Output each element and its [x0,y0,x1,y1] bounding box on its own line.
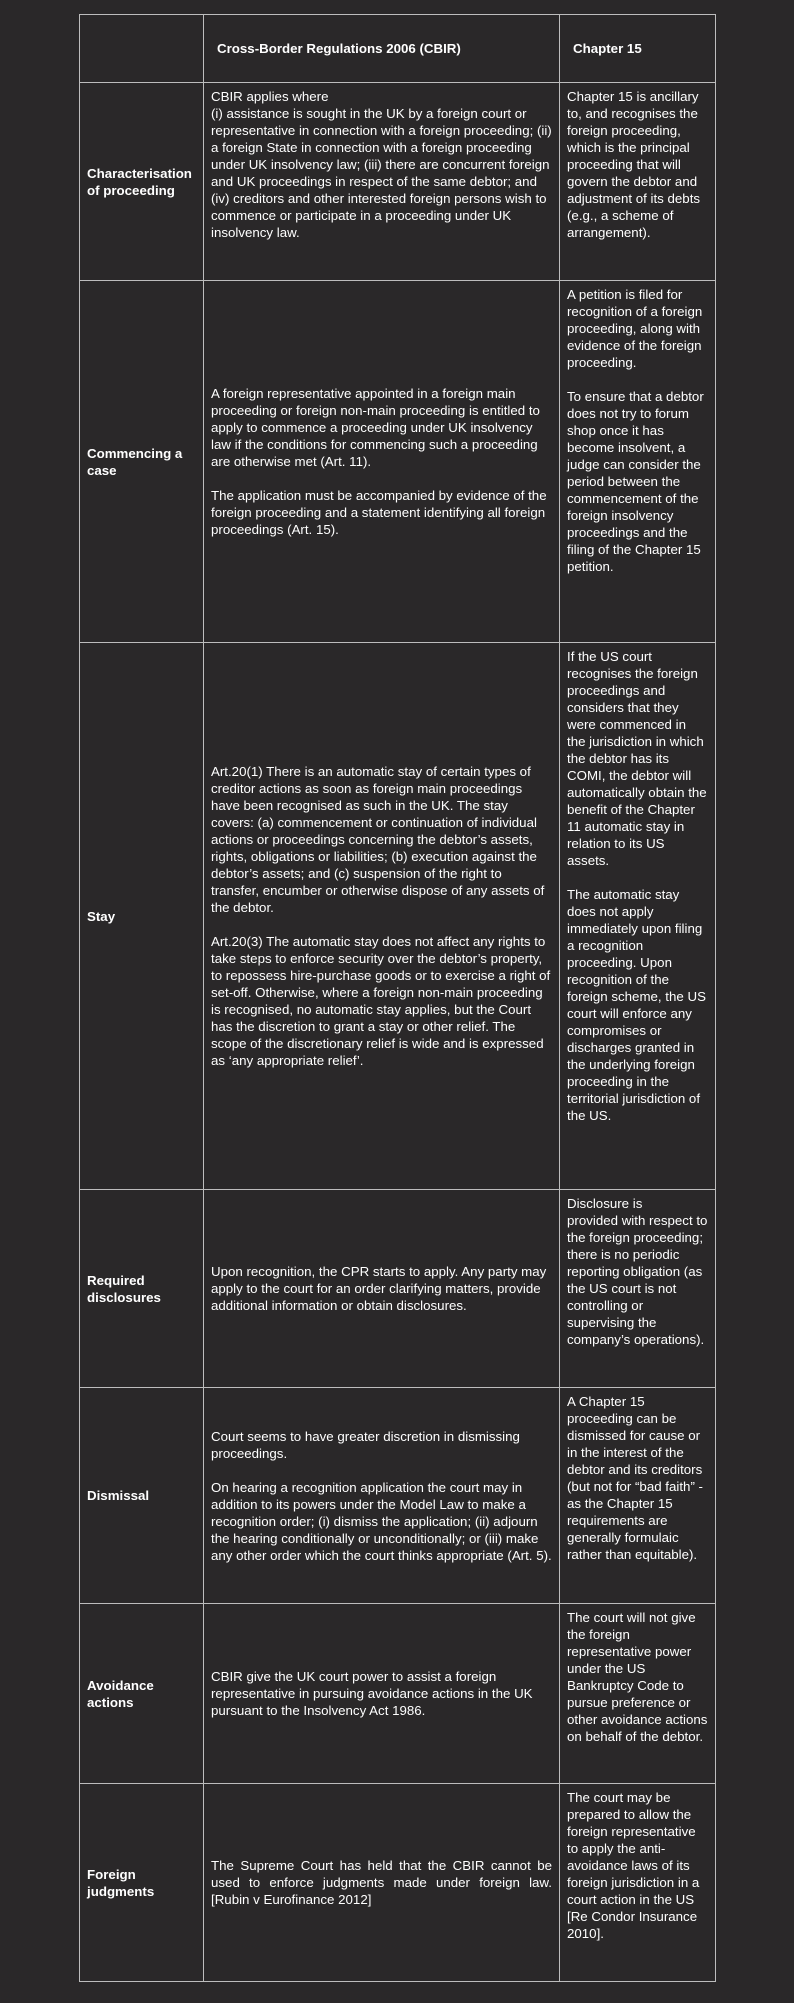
table-row [80,1388,716,1604]
chapter15-text: Chapter 15 is ancillary to, and recognises the foreign proceeding, which is the principal proceeding that will govern the debtor and adjustment of its debts (e.g., a scheme of arrangement). [567,89,701,240]
chapter15-text: The automatic stay does not apply immediately upon filing a recognition proceeding. Upon recognition of the foreign scheme, the US court will enforce any compromises or discharges granted in the underlying foreign proceeding in the territorial jurisdiction of the US. [567,887,706,1123]
row-label: Avoidance actions [80,1604,204,1784]
cbir-text: Art.20(3) The automatic stay does not affect any rights to take steps to enforce security over the debtor’s property, to repossess hire-purchase goods or to exercise a right of set-off. Otherwise, where a foreign non-main proceeding is recognised, no automatic stay applies, but the Court has the discretion to grant a stay or other relief. The scope of the discretionary relief is wide and is expressed as ‘any appropriate relief’. [211,934,551,1068]
cbir-cell [204,1784,560,1982]
cbir-cell [204,1388,560,1604]
chapter15-cell [560,1604,716,1784]
chapter15-cell [560,1388,716,1604]
cbir-text: The application must be accompanied by evidence of the foreign proceeding and a statement identifying all foreign proceedings (Art. 15). [211,488,547,537]
chapter15-cell [560,281,716,643]
table-row [80,1784,716,1982]
chapter15-cell [560,83,716,281]
table-row [80,83,716,281]
chapter15-text: A Chapter 15 proceeding can be dismissed for cause or in the interest of the debtor and its creditors (but not for “bad faith” - as the Chapter 15 requirements are generally formulaic rather than equitable). [567,1394,703,1562]
chapter15-text: To ensure that a debtor does not try to forum shop once it has become insolvent, a judge can consider the period between the commencement of the foreign insolvency proceedings and the filing of the Chapter 15 petition. [567,389,704,574]
comparison-table [79,14,716,1982]
cbir-text: The Supreme Court has held that the CBIR cannot be used to enforce judgments made under foreign law. [Rubin v Eurofinance 2012] [211,1858,552,1907]
chapter15-text: The court may be prepared to allow the foreign representative to apply the anti-avoidance laws of its foreign jurisdiction in a court action in the US [Re Condor Insurance 2010]. [567,1790,700,1941]
cbir-cell [204,281,560,643]
comparison-table-wrapper [79,14,715,1982]
cbir-text: A foreign representative appointed in a foreign main proceeding or foreign non-main proceeding is entitled to apply to commence a proceeding under UK insolvency law if the conditions for commencing such a proceeding are otherwise met (Art. 11). [211,386,540,469]
row-label: Characterisation of proceeding [80,83,204,281]
cbir-cell [204,83,560,281]
cbir-text: CBIR applies where (i) assistance is sought in the UK by a foreign court or representative in connection with a foreign proceeding; (ii) a foreign State in connection with a foreign proceeding under UK insolvency law; (iii) there are concurrent foreign and UK proceedings in respect of the same debtor; and (iv) creditors and other interested foreign persons wish to commence or participate in a proceeding under UK insolvency law. [211,89,552,240]
cbir-text: CBIR give the UK court power to assist a foreign representative in pursuing avoidance actions in the UK pursuant to the Insolvency Act 1986. [211,1669,533,1718]
row-label: Foreign judgments [80,1784,204,1982]
chapter15-text: A petition is filed for recognition of a foreign proceeding, along with evidence of the foreign proceeding. [567,287,703,370]
table-row [80,1190,716,1388]
row-label: Stay [80,643,204,1190]
cbir-text: On hearing a recognition application the court may in addition to its powers under the Model Law to make a recognition order; (i) dismiss the application; (ii) adjourn the hearing conditionally or unconditionally; or (iii) make any other order which the court thinks appropriate (Art. 5). [211,1479,552,1563]
chapter15-text: Disclosure is provided with respect to the foreign proceeding; there is no periodic reporting obligation (as the US court is not controlling or supervising the company’s operations). [567,1196,708,1347]
cbir-cell [204,643,560,1190]
chapter15-cell [560,1190,716,1388]
header-empty-cell [80,15,204,83]
chapter15-text: The court will not give the foreign representative power under the US Bankruptcy Code to pursue preference or other avoidance actions on behalf of the debtor. [567,1610,708,1744]
cbir-text: Art.20(1) There is an automatic stay of certain types of creditor actions as soon as foreign main proceedings have been recognised as such in the UK. The stay covers: (a) commencement or continuation of individual actions or proceedings concerning the debtor’s assets, rights, obligations or liabilities; (b) execution against the debtor’s assets; and (c) suspension of the right to transfer, encumber or otherwise dispose of any assets of the debtor. [211,764,545,915]
header-chapter-15: Chapter 15 [560,15,716,83]
cbir-cell [204,1604,560,1784]
row-label: Commencing a case [80,281,204,643]
header-row [80,15,716,83]
chapter15-text: If the US court recognises the foreign proceedings and considers that they were commenced in the jurisdiction in which the debtor has its COMI, the debtor will automatically obtain the benefit of the Chapter 11 automatic stay in relation to its US assets. [567,649,707,868]
chapter15-cell [560,643,716,1190]
table-row [80,1604,716,1784]
table-row [80,643,716,1190]
row-label: Required disclosures [80,1190,204,1388]
row-label: Dismissal [80,1388,204,1604]
cbir-text: Court seems to have greater discretion in dismissing proceedings. [211,1428,520,1461]
chapter15-cell [560,1784,716,1982]
cbir-text: Upon recognition, the CPR starts to apply. Any party may apply to the court for an order clarifying matters, provide additional information or obtain disclosures. [211,1264,547,1313]
cbir-cell [204,1190,560,1388]
header-cbir: Cross-Border Regulations 2006 (CBIR) [204,15,560,83]
table-row [80,281,716,643]
